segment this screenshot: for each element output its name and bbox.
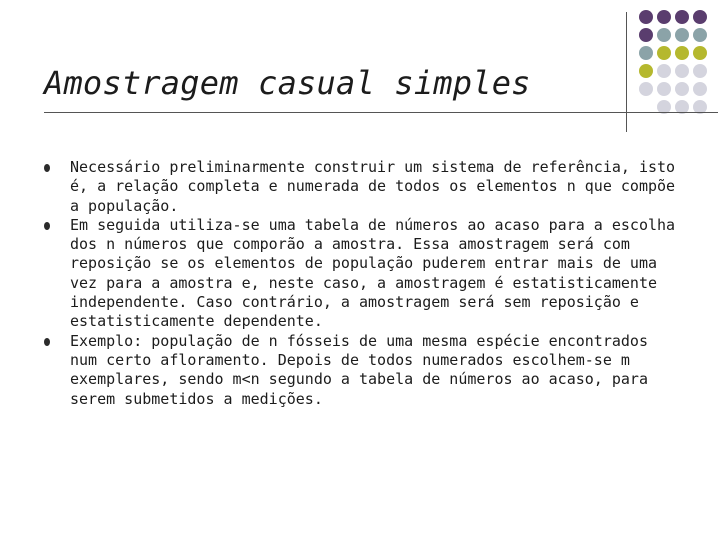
bullet-item (44, 216, 680, 332)
bullet-list (44, 158, 680, 409)
decorative-dot (675, 28, 689, 42)
decorative-dot (675, 82, 689, 96)
title-underline (44, 112, 718, 113)
decorative-dot (639, 10, 653, 24)
bullet-text: Exemplo: população de n fósseis de uma mesma espécie encontrados num certo afloramento. Depois de todos numerados escolhem-se m exemplares, sendo m<n segundo a tabela de números ao acaso, para serem submetidos a medições. (70, 331, 648, 408)
bullet-dot-icon (44, 338, 50, 346)
decorative-dot (675, 64, 689, 78)
slide-title: Amostragem casual simples (44, 64, 531, 102)
bullet-text: Em seguida utiliza-se uma tabela de números ao acaso para a escolha dos n números que comporão a amostra. Essa amostragem será com reposição se os elementos de população puderem entrar mais de uma vez para a amostra e, neste caso, a amostragem é estatisticamente independente. Caso contrário, a amostragem será sem reposição e estatisticamente dependente. (70, 215, 676, 331)
decorative-dot (693, 82, 707, 96)
decorative-dot (675, 10, 689, 24)
decorative-dot (639, 28, 653, 42)
decorative-dot (657, 64, 671, 78)
decorative-dot (657, 28, 671, 42)
bullet-item (44, 158, 680, 216)
bullet-text: Necessário preliminarmente construir um sistema de referência, isto é, a relação completa e numerada de todos os elementos n que compõe a população. (70, 158, 676, 215)
decorative-dot (639, 64, 653, 78)
decorative-dot (657, 82, 671, 96)
decorative-dot (693, 64, 707, 78)
decorative-dot (657, 46, 671, 60)
bullet-dot-icon (44, 222, 50, 230)
decorative-dot (693, 28, 707, 42)
bullet-dot-icon (44, 164, 50, 172)
decorative-dot (639, 82, 653, 96)
bullet-item (44, 332, 680, 409)
decorative-dot (675, 46, 689, 60)
decorative-dot (693, 46, 707, 60)
decorative-dot (693, 10, 707, 24)
decorative-dot (657, 10, 671, 24)
decorative-dot (639, 46, 653, 60)
decorative-vertical-line (626, 12, 627, 132)
